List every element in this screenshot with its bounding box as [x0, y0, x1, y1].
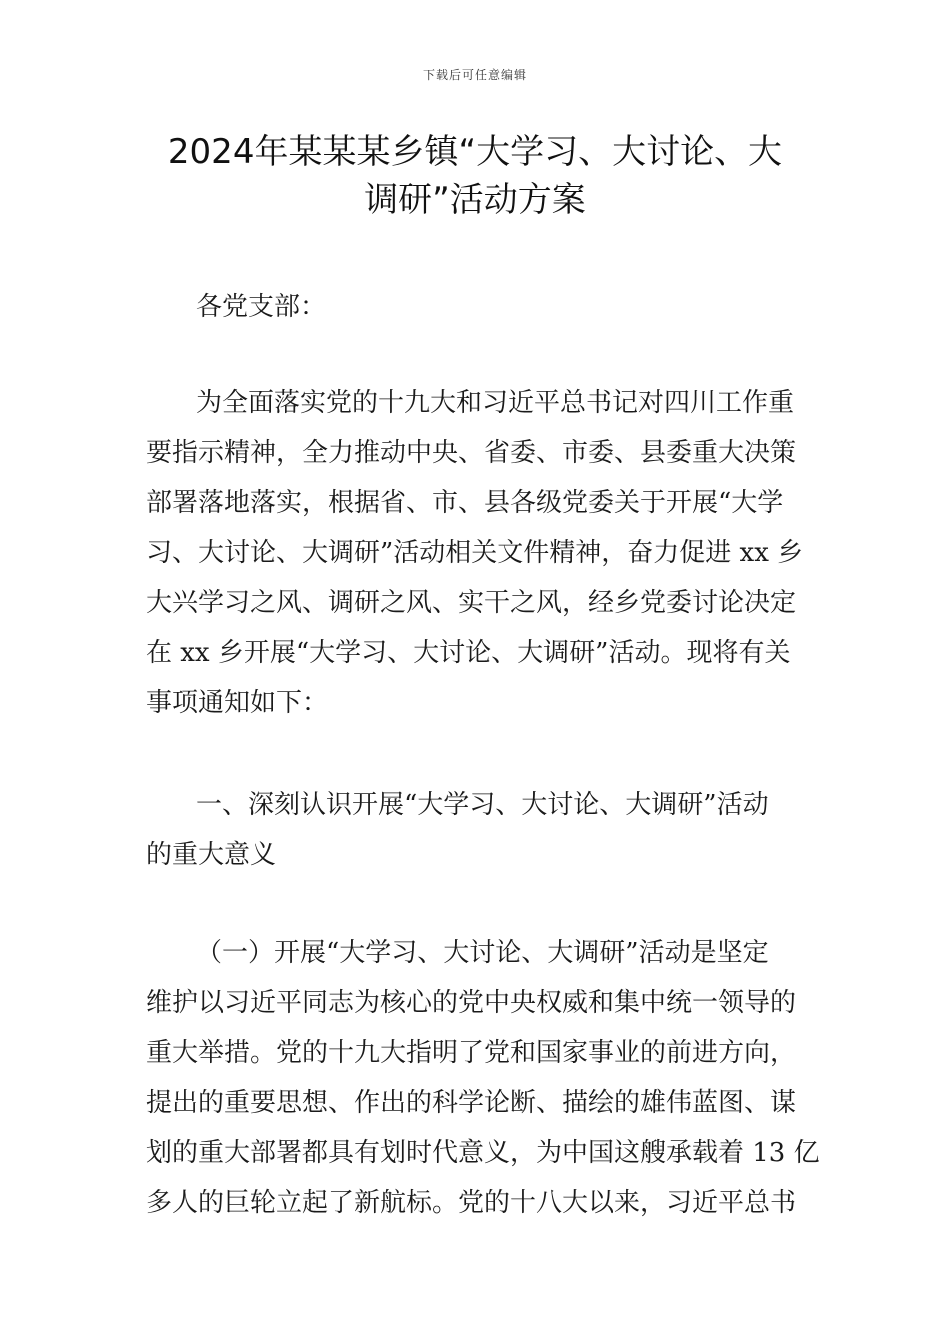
paragraph-1-line-7: 事项通知如下：: [146, 688, 329, 718]
paragraph-1-line-1: 为全面落实党的十九大和习近平总书记对四川工作重: [196, 388, 795, 418]
header-note: 下载后可任意编辑: [422, 68, 527, 82]
paragraph-2-line-4: 提出的重要思想、作出的科学论断、描绘的雄伟蓝图、谋: [146, 1088, 797, 1118]
paragraph-1-line-3: 部署落地落实，根据省、市、县各级党委关于开展“大学: [146, 488, 784, 518]
paragraph-2-line-2: 维护以习近平同志为核心的党中央权威和集中统一领导的: [146, 988, 797, 1018]
paragraph-1-line-2: 要指示精神，全力推动中央、省委、市委、县委重大决策: [146, 438, 797, 468]
paragraph-1-line-4: 习、大讨论、大调研”活动相关文件精神，奋力促进 xx 乡: [146, 538, 804, 568]
paragraph-1-line-6: 在 xx 乡开展“大学习、大讨论、大调研”活动。现将有关: [146, 638, 791, 668]
paragraph-2-line-5: 划的重大部署都具有划时代意义，为中国这艘承载着 13 亿: [146, 1138, 820, 1168]
section-1-heading-line-1: 一、深刻认识开展“大学习、大讨论、大调研”活动: [196, 790, 769, 820]
paragraph-2-line-3: 重大举措。党的十九大指明了党和国家事业的前进方向，: [146, 1038, 797, 1068]
paragraph-2-line-1: （一）开展“大学习、大讨论、大调研”活动是坚定: [196, 938, 769, 968]
document-title-line-1: 2024年某某某乡镇“大学习、大讨论、大: [167, 132, 783, 172]
section-1-heading-line-2: 的重大意义: [146, 840, 277, 870]
document-title-line-2: 调研”活动方案: [364, 180, 586, 220]
paragraph-2-line-6: 多人的巨轮立起了新航标。党的十八大以来，习近平总书: [146, 1188, 797, 1218]
paragraph-1-line-5: 大兴学习之风、调研之风、实干之风，经乡党委讨论决定: [146, 588, 797, 618]
salutation: 各党支部：: [196, 292, 327, 322]
